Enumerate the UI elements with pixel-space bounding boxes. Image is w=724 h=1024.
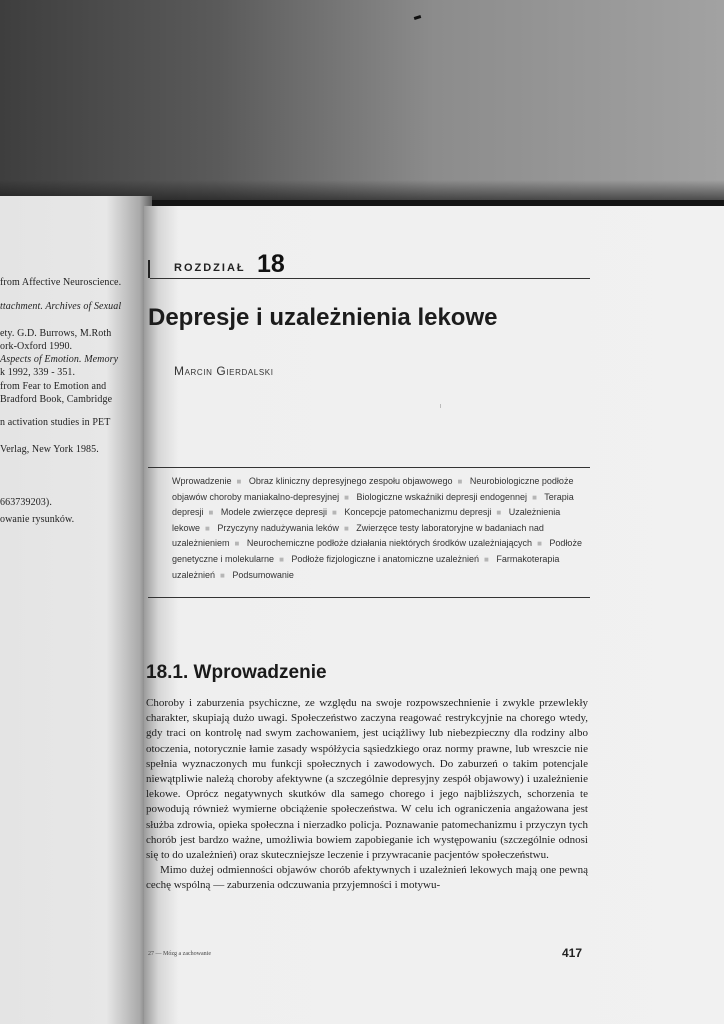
contents-item: Modele zwierzęce depresji <box>220 507 327 518</box>
right-page <box>144 206 724 1024</box>
contents-rule-bottom <box>148 597 590 598</box>
left-page-line: from Fear to Emotion and <box>0 381 107 392</box>
contents-item: Zwierzęce testy laboratoryjne w badaniach nad uzależnieniem <box>172 522 544 549</box>
contents-separator: ■ <box>205 523 210 533</box>
contents-item: Koncepcje patomechanizmu depresji <box>344 507 492 518</box>
contents-separator: ■ <box>236 477 242 486</box>
contents-separator: ■ <box>234 539 240 549</box>
footer-note: 27 — Mózg a zachowanie <box>148 951 211 957</box>
chapter-rule <box>150 278 590 279</box>
chapter-label: ROZDZIAŁ <box>174 262 246 274</box>
contents-separator: ■ <box>484 554 489 564</box>
left-page-line: Verlag, New York 1985. <box>0 444 99 455</box>
chapter-title: Depresje i uzależnienia lekowe <box>148 304 498 331</box>
contents-item: Neurobiologiczne podłoże objawów choroby maniakalno-depresyjnej <box>172 476 574 502</box>
body-paragraph: Choroby i zaburzenia psychiczne, ze względu na swoje rozpowszechnienie i zwykle przewlekły charakter, skupiają dużo uwagi. Społeczeństwo zaczyna reagować restrykcyjnie na chorego wtedy, gdy traci on kontrolę nad swym zachowaniem, jest uciążliwy lub niebezpieczny dla rodziny albo otoczenia, notorycznie łamie zasady współżycia sąsiedzkiego oraz normy prawne, lub wreszcie nie spełnia wyznaczonych mu funkcji społecznych i zawodowych. Do zaburzeń o takim potencjale niewątpliwie należą choroby afektywne (a szczególnie depresyjny zespół objawowy) i uzależnienie lekowe. Oprócz negatywnych skutków dla samego chorego i jego najbliższych, schorzenia te powodują również wymierne obciążenie społeczeństwa. W celu ich ograniczenia angażowana jest służba zdrowia, opieka społeczna i nierzadko policja. Poznawanie patomechanizmu i przyczyn tych chorób jest bardzo ważne, umożliwia bowiem zapobieganie ich występowaniu (szczególnie odnosi się to do uzależnień) oraz skuteczniejsze leczenie i przywracanie pacjentów społeczeństwu. <box>146 697 588 862</box>
left-page-line: Aspects of Emotion. Memory <box>0 354 119 365</box>
background-surface <box>0 0 724 200</box>
contents-separator: ■ <box>343 523 349 533</box>
contents-item: Podłoże fizjologiczne i anatomiczne uzależnień <box>291 553 480 564</box>
chapter-number: 18 <box>257 250 285 278</box>
left-page-line: ttachment. Archives of Sexual <box>0 301 122 312</box>
body-text <box>146 696 588 894</box>
contents-item: Neurochemiczne podłoże działania niektórych środków uzależniających <box>246 538 533 549</box>
contents-separator: ■ <box>344 492 349 502</box>
contents-separator: ■ <box>457 477 463 486</box>
left-page <box>0 196 152 1024</box>
contents-separator: ■ <box>279 554 284 564</box>
chapter-marker <box>148 260 150 278</box>
section-heading: 18.1. Wprowadzenie <box>146 662 327 683</box>
page-number: 417 <box>562 946 583 960</box>
contents-item: Farmakoterapia uzależnień <box>172 553 560 580</box>
contents-item: Biologiczne wskaźniki depresji endogennej <box>356 491 528 502</box>
contents-separator: ■ <box>537 539 542 549</box>
chapter-author: Marcin Gierdalski <box>174 364 274 378</box>
contents-item: Terapia depresji <box>172 491 574 518</box>
contents-item: Podłoże genetyczne i molekularne <box>172 538 582 564</box>
left-page-line: n activation studies in PET <box>0 417 111 428</box>
contents-item: Przyczyny nadużywania leków <box>217 522 339 533</box>
contents-separator: ■ <box>532 492 537 502</box>
contents-separator: ■ <box>220 570 225 580</box>
left-page-line: ork-Oxford 1990. <box>0 341 73 352</box>
left-page-line: k 1992, 339 - 351. <box>0 367 76 378</box>
left-page-line: 663739203). <box>0 497 52 508</box>
chapter-contents <box>172 474 588 583</box>
contents-item: Podsumowanie <box>232 569 294 580</box>
body-paragraph: Mimo dużej odmienności objawów chorób afektywnych i uzależnień lekowych mają one pewną cechę wspólną — zaburzenia odczuwania przyjemności i motywu- <box>146 864 588 892</box>
contents-separator: ■ <box>496 508 502 518</box>
contents-item: Obraz kliniczny depresyjnego zespołu objawowego <box>248 476 453 486</box>
left-page-line: ety. G.D. Burrows, M.Roth <box>0 328 112 339</box>
contents-item: Uzależnienia lekowe <box>172 507 561 533</box>
left-page-line: owanie rysunków. <box>0 514 75 525</box>
page-speck <box>440 404 441 408</box>
left-page-line: Bradford Book, Cambridge <box>0 394 113 405</box>
contents-separator: ■ <box>331 508 337 518</box>
contents-rule-top <box>148 467 590 468</box>
contents-separator: ■ <box>208 508 214 518</box>
left-page-line: from Affective Neuroscience. <box>0 277 122 288</box>
contents-item: Wprowadzenie <box>172 476 232 486</box>
